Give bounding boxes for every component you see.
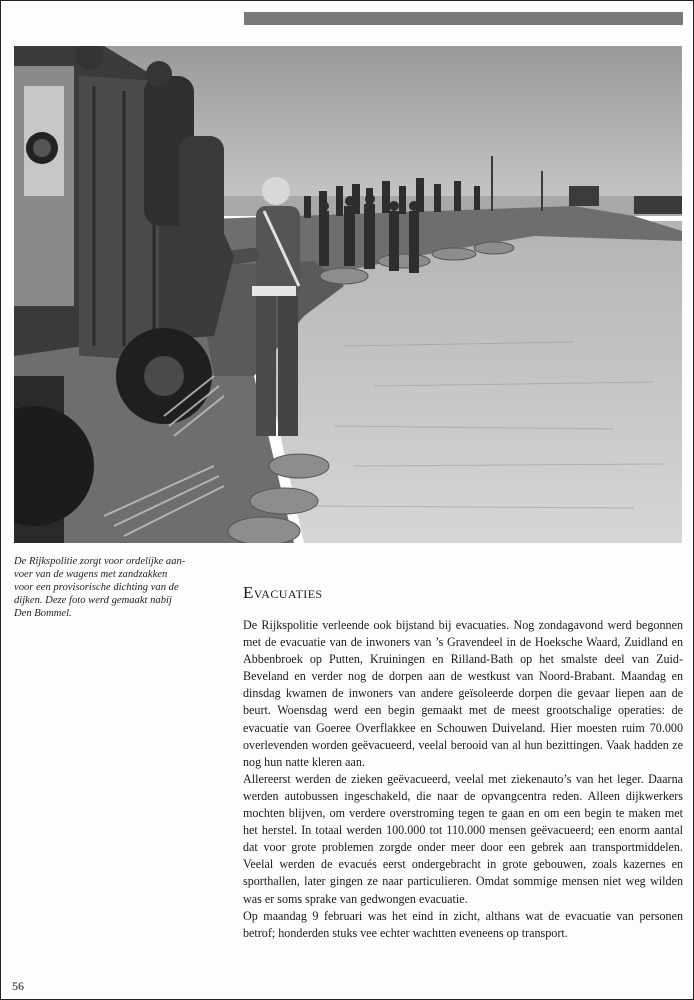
photo-caption xyxy=(14,555,236,620)
article-body xyxy=(243,617,683,942)
caption-line: De Rijkspolitie zorgt voor ordelijke aan- xyxy=(14,556,186,567)
header-bar xyxy=(244,12,683,25)
paragraph: Op maandag 9 februari was het eind in zicht, althans wat de evacuatie van personen betrof; honderden stuks vee echter wachtten eveneens op transport. xyxy=(243,908,683,940)
paragraph: Allereerst werden de zieken geëvacueerd, veelal met ziekenauto’s van het leger. Daarna werden autobussen ingeschakeld, die naar de opvangcentra reden. Alleen dijkwerkers mochten blijven, om verdere overstroming tegen te gaan en om een begin te maken met het herstel. In totaal werden 100.000 tot 110.000 mensen geëvacueerd; een enorm aantal dat voor grote problemen zorgde onder meer door een gebrek aan transportmiddelen. Veelal werden de evacués eerst ondergebracht in grote gebouwen, zoals kazernes en sporthallen, later gingen ze naar particulieren. Omdat sommige mensen niet weg wilden was er soms sprake van gedwongen evacuatie. xyxy=(243,771,683,906)
photo-dike-sandbags xyxy=(14,46,682,543)
caption-line: dijken. Deze foto werd gemaakt nabij xyxy=(14,595,172,606)
paragraph: De Rijkspolitie verleende ook bijstand bij evacuaties. Nog zondagavond werd begonnen met de evacuatie van de inwoners van ’s Gravendeel in de Hoeksche Waard, Zuidland en Abbenbroek op Putten, Kruiningen en Rilland-Bath op het smalste deel van Zuid-Beveland en verder nog de dorpen aan de westkust van Noord-Brabant. Maandag en dinsdag kwamen de inwoners van andere geïsoleerde dorpen die gevaar liepen aan de beurt. Woensdag werd een begin gemaakt met de meest grootschalige operaties: de evacuatie van Goeree Overflakkee en Schouwen Duiveland. Hier moesten ruim 70.000 overlevenden worden geëvacueerd, veelal berooid van al hun bezittingen. Vaak hadden ze nog hun natte kleren aan. xyxy=(243,618,683,769)
caption-line: voor een provisorische dichting van de xyxy=(14,582,179,593)
section-title: Evacuaties xyxy=(243,583,323,602)
caption-line: voer van de wagens met zandzakken xyxy=(14,569,168,580)
page-number: 56 xyxy=(12,979,24,993)
caption-line: Den Bommel. xyxy=(14,608,72,619)
